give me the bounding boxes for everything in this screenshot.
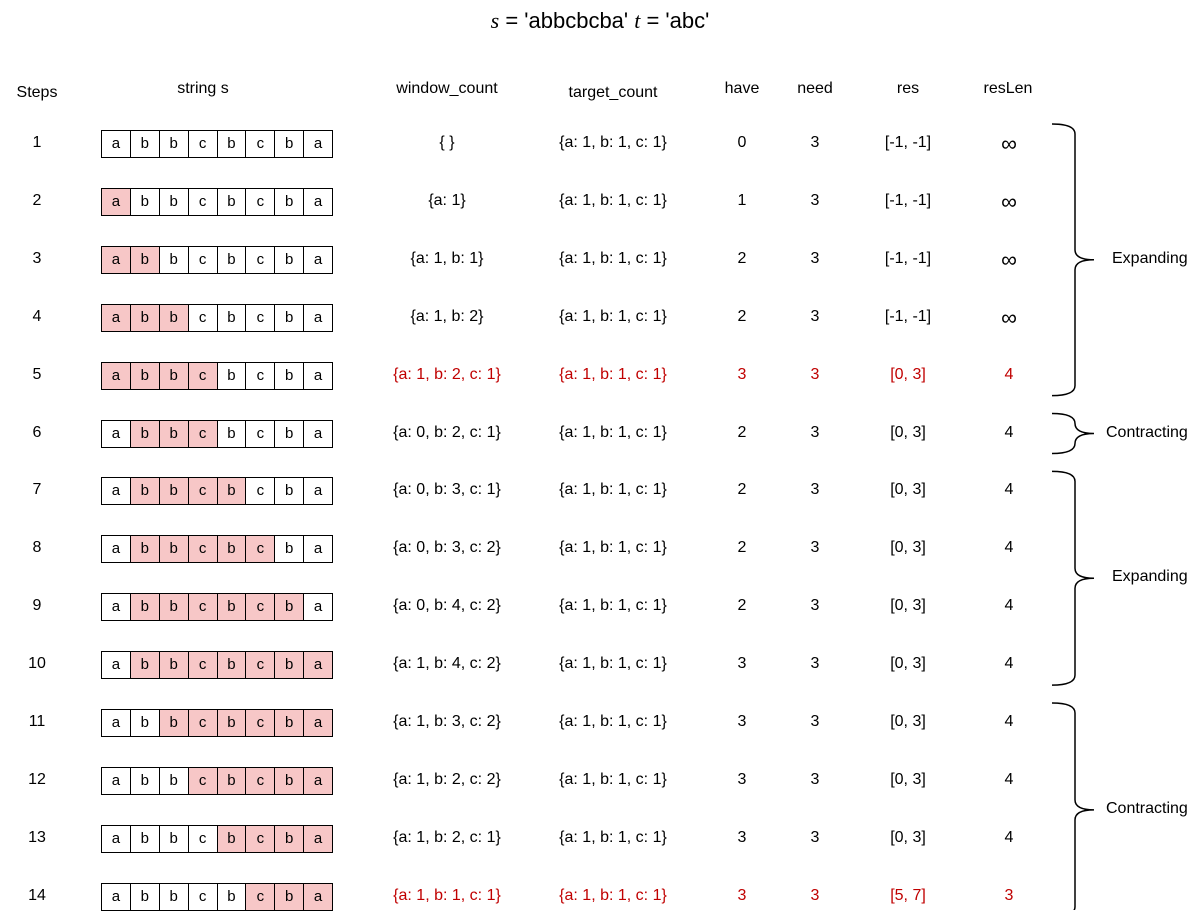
char-cell: b <box>217 420 247 448</box>
char-cell-in-window: b <box>274 709 304 737</box>
reslen-value: ∞ <box>1001 131 1017 156</box>
char-cell: a <box>101 767 131 795</box>
title-s-value: = 'abbcbcba' <box>499 8 635 33</box>
res-value: [-1, -1] <box>884 134 932 151</box>
char-cell: b <box>217 362 247 390</box>
target-count-value: {a: 1, b: 1, c: 1} <box>559 539 667 557</box>
need-value: 3 <box>810 249 820 267</box>
have-value: 3 <box>737 770 747 788</box>
have-value: 2 <box>737 423 747 441</box>
res-value: [0, 3] <box>890 828 926 846</box>
need-value: 3 <box>810 134 820 151</box>
char-cell: b <box>130 883 160 911</box>
step-number: 12 <box>28 770 46 788</box>
char-cell: b <box>274 362 304 390</box>
res-value: [0, 3] <box>890 713 926 730</box>
need-value: 3 <box>810 597 820 615</box>
window-count-value: {a: 1, b: 2, c: 1} <box>393 365 501 383</box>
char-cell-in-window: b <box>130 246 160 274</box>
char-cell: b <box>274 246 304 274</box>
char-cell-in-window: a <box>303 883 333 911</box>
window-count-value: {a: 1, b: 3, c: 2} <box>393 713 501 730</box>
step-number: 10 <box>28 655 46 673</box>
window-count-value: {a: 0, b: 3, c: 2} <box>393 539 501 557</box>
char-cell: b <box>274 188 304 216</box>
res-value: [0, 3] <box>890 655 926 673</box>
char-cell: c <box>245 477 275 505</box>
char-cell-in-window: b <box>217 535 247 563</box>
phase-label: Expanding <box>1112 568 1188 586</box>
char-cell-in-window: b <box>159 420 189 448</box>
header-need: need <box>797 80 833 97</box>
have-value: 3 <box>737 655 747 673</box>
char-cell: b <box>159 188 189 216</box>
window-count-value: {a: 1, b: 2} <box>410 307 484 325</box>
phase-label: Expanding <box>1112 249 1188 267</box>
need-value: 3 <box>810 365 820 383</box>
char-cell: b <box>159 246 189 274</box>
char-cell: b <box>159 767 189 795</box>
char-cell-in-window: b <box>217 709 247 737</box>
char-cell: c <box>188 188 218 216</box>
char-cell: a <box>303 188 333 216</box>
char-cell-in-window: a <box>303 767 333 795</box>
step-number: 6 <box>32 423 42 441</box>
char-cell: a <box>101 825 131 853</box>
res-value: [0, 3] <box>890 481 926 499</box>
res-value: [0, 3] <box>890 423 926 441</box>
step-number: 2 <box>32 191 42 209</box>
char-cell: a <box>101 130 131 158</box>
char-cell: a <box>101 709 131 737</box>
char-cell-in-window: b <box>130 535 160 563</box>
header-window-count: window_count <box>396 80 498 97</box>
char-cell-in-window: b <box>217 825 247 853</box>
res-value: [5, 7] <box>890 886 926 904</box>
reslen-value: 4 <box>1004 770 1014 788</box>
target-count-value: {a: 1, b: 1, c: 1} <box>559 828 667 846</box>
target-count-value: {a: 1, b: 1, c: 1} <box>559 249 667 267</box>
phase-label: Contracting <box>1106 799 1188 817</box>
char-cell: b <box>130 825 160 853</box>
char-cell: a <box>303 362 333 390</box>
char-cell: b <box>130 130 160 158</box>
have-value: 2 <box>737 249 747 267</box>
need-value: 3 <box>810 655 820 673</box>
res-value: [0, 3] <box>890 597 926 615</box>
char-cell-in-window: b <box>159 477 189 505</box>
char-cell: c <box>245 246 275 274</box>
char-cell: a <box>101 420 131 448</box>
target-count-value: {a: 1, b: 1, c: 1} <box>559 770 667 788</box>
need-value: 3 <box>810 423 820 441</box>
step-number: 1 <box>32 134 42 151</box>
char-cell: b <box>217 883 247 911</box>
have-value: 2 <box>737 307 747 325</box>
char-cell: b <box>274 130 304 158</box>
char-cell: b <box>217 246 247 274</box>
char-cell-in-window: a <box>303 709 333 737</box>
char-cell: b <box>217 188 247 216</box>
window-count-value: {a: 0, b: 2, c: 1} <box>393 423 501 441</box>
window-count-value: {a: 1} <box>428 191 466 209</box>
char-cell-in-window: c <box>245 651 275 679</box>
char-cell-in-window: b <box>217 651 247 679</box>
char-cell-in-window: b <box>217 593 247 621</box>
char-cell: b <box>274 420 304 448</box>
char-cell-in-window: c <box>188 593 218 621</box>
window-count-value: {a: 1, b: 1} <box>410 249 484 267</box>
have-value: 2 <box>737 481 747 499</box>
char-cell-in-window: b <box>274 767 304 795</box>
title-t-value: = 'abc' <box>640 8 710 33</box>
phase-brace <box>1052 703 1094 910</box>
char-cell: b <box>274 304 304 332</box>
header-reslen: resLen <box>983 80 1033 97</box>
char-cell: a <box>101 477 131 505</box>
target-count-value: {a: 1, b: 1, c: 1} <box>559 655 667 673</box>
char-cell-in-window: c <box>188 362 218 390</box>
have-value: 3 <box>737 886 747 904</box>
char-cell: c <box>188 825 218 853</box>
reslen-value: 4 <box>1004 539 1014 557</box>
phase-brace <box>1052 471 1094 685</box>
target-count-value: {a: 1, b: 1, c: 1} <box>559 713 667 730</box>
char-cell: a <box>303 130 333 158</box>
char-cell-in-window: b <box>159 362 189 390</box>
char-cell: b <box>159 130 189 158</box>
char-cell-in-window: c <box>245 709 275 737</box>
char-cell-in-window: b <box>274 883 304 911</box>
reslen-value: 4 <box>1004 828 1014 846</box>
char-cell-in-window: c <box>188 420 218 448</box>
char-cell-in-window: a <box>303 825 333 853</box>
char-cell-in-window: b <box>274 651 304 679</box>
target-count-value: {a: 1, b: 1, c: 1} <box>559 307 667 325</box>
char-cell: b <box>217 304 247 332</box>
char-cell: a <box>303 593 333 621</box>
char-cell-in-window: b <box>217 477 247 505</box>
char-cell-in-window: b <box>130 420 160 448</box>
reslen-value: ∞ <box>1001 304 1017 330</box>
char-cell-in-window: b <box>159 651 189 679</box>
char-cell: b <box>130 709 160 737</box>
char-cell: c <box>245 362 275 390</box>
phase-brace <box>1052 124 1094 396</box>
need-value: 3 <box>810 307 820 325</box>
header-string-s: string s <box>177 80 229 97</box>
step-number: 5 <box>32 365 42 383</box>
char-cell: c <box>245 420 275 448</box>
step-number: 13 <box>28 828 46 846</box>
res-value: [-1, -1] <box>884 249 932 267</box>
title-t-var: t <box>634 8 641 33</box>
reslen-value: 4 <box>1004 713 1014 730</box>
char-cell: b <box>217 130 247 158</box>
char-cell-in-window: c <box>188 535 218 563</box>
target-count-value: {a: 1, b: 1, c: 1} <box>559 481 667 499</box>
char-cell-in-window: a <box>303 651 333 679</box>
need-value: 3 <box>810 886 820 904</box>
char-cell-in-window: a <box>101 188 131 216</box>
target-count-value: {a: 1, b: 1, c: 1} <box>559 134 667 151</box>
window-count-value: {a: 1, b: 2, c: 2} <box>393 770 501 788</box>
reslen-value: 4 <box>1004 423 1014 441</box>
char-cell: b <box>274 535 304 563</box>
char-cell-in-window: b <box>130 362 160 390</box>
char-cell: a <box>303 420 333 448</box>
step-number: 9 <box>32 597 42 615</box>
phase-brace <box>1052 414 1094 454</box>
target-count-value: {a: 1, b: 1, c: 1} <box>559 191 667 209</box>
step-number: 4 <box>32 307 42 325</box>
target-count-value: {a: 1, b: 1, c: 1} <box>559 423 667 441</box>
char-cell: a <box>303 535 333 563</box>
char-cell: c <box>188 130 218 158</box>
char-cell: a <box>101 651 131 679</box>
char-cell: b <box>130 188 160 216</box>
header-have: have <box>724 80 760 97</box>
char-cell: c <box>245 304 275 332</box>
phase-label: Contracting <box>1106 423 1188 441</box>
have-value: 3 <box>737 713 747 730</box>
char-cell: c <box>245 130 275 158</box>
res-value: [0, 3] <box>890 770 926 788</box>
window-count-value: {a: 1, b: 1, c: 1} <box>393 886 501 904</box>
have-value: 0 <box>737 134 747 151</box>
char-cell: b <box>159 883 189 911</box>
step-number: 11 <box>28 713 46 730</box>
reslen-value: ∞ <box>1001 188 1017 214</box>
res-value: [-1, -1] <box>884 307 932 325</box>
char-cell-in-window: c <box>245 593 275 621</box>
char-cell: a <box>101 883 131 911</box>
char-cell-in-window: a <box>101 304 131 332</box>
char-cell-in-window: b <box>159 535 189 563</box>
char-cell: b <box>159 825 189 853</box>
reslen-value: 4 <box>1004 597 1014 615</box>
char-cell-in-window: b <box>159 593 189 621</box>
char-cell-in-window: b <box>130 651 160 679</box>
reslen-value: ∞ <box>1001 246 1017 272</box>
char-cell: c <box>245 188 275 216</box>
step-number: 7 <box>32 481 42 499</box>
header-steps: Steps <box>16 84 58 101</box>
reslen-value: 4 <box>1004 365 1014 383</box>
char-cell-in-window: a <box>101 246 131 274</box>
step-number: 8 <box>32 539 42 557</box>
target-count-value: {a: 1, b: 1, c: 1} <box>559 597 667 615</box>
target-count-value: {a: 1, b: 1, c: 1} <box>559 365 667 383</box>
res-value: [0, 3] <box>890 365 926 383</box>
char-cell-in-window: c <box>245 825 275 853</box>
char-cell: a <box>101 593 131 621</box>
char-cell-in-window: b <box>130 304 160 332</box>
char-cell: b <box>130 767 160 795</box>
window-count-value: {a: 1, b: 2, c: 1} <box>393 828 501 846</box>
step-number: 14 <box>28 886 46 904</box>
char-cell-in-window: b <box>159 304 189 332</box>
step-number: 3 <box>32 249 42 267</box>
char-cell: b <box>274 477 304 505</box>
char-cell: c <box>188 883 218 911</box>
need-value: 3 <box>810 828 820 846</box>
char-cell-in-window: b <box>159 709 189 737</box>
char-cell-in-window: c <box>245 535 275 563</box>
char-cell-in-window: b <box>130 593 160 621</box>
char-cell-in-window: c <box>245 883 275 911</box>
char-cell-in-window: c <box>188 709 218 737</box>
char-cell: a <box>303 304 333 332</box>
char-cell-in-window: b <box>274 825 304 853</box>
have-value: 2 <box>737 539 747 557</box>
char-cell: a <box>101 535 131 563</box>
char-cell-in-window: a <box>101 362 131 390</box>
char-cell-in-window: c <box>188 767 218 795</box>
char-cell-in-window: b <box>130 477 160 505</box>
need-value: 3 <box>810 191 820 209</box>
have-value: 3 <box>737 828 747 846</box>
char-cell-in-window: c <box>188 651 218 679</box>
char-cell-in-window: b <box>274 593 304 621</box>
char-cell: a <box>303 477 333 505</box>
res-value: [-1, -1] <box>884 191 932 209</box>
char-cell-in-window: c <box>245 767 275 795</box>
char-cell: c <box>188 246 218 274</box>
have-value: 2 <box>737 597 747 615</box>
window-count-value: {a: 1, b: 4, c: 2} <box>393 655 501 673</box>
char-cell: c <box>188 304 218 332</box>
header-res: res <box>896 80 920 97</box>
have-value: 1 <box>737 191 747 209</box>
have-value: 3 <box>737 365 747 383</box>
need-value: 3 <box>810 539 820 557</box>
reslen-value: 4 <box>1004 655 1014 673</box>
window-count-value: { } <box>439 134 455 151</box>
window-count-value: {a: 0, b: 3, c: 1} <box>393 481 501 499</box>
char-cell-in-window: c <box>188 477 218 505</box>
title-s-var: s <box>490 8 500 33</box>
need-value: 3 <box>810 770 820 788</box>
target-count-value: {a: 1, b: 1, c: 1} <box>559 886 667 904</box>
reslen-value: 3 <box>1004 886 1014 904</box>
char-cell-in-window: b <box>217 767 247 795</box>
reslen-value: 4 <box>1004 481 1014 499</box>
need-value: 3 <box>810 481 820 499</box>
window-count-value: {a: 0, b: 4, c: 2} <box>393 597 501 615</box>
char-cell: a <box>303 246 333 274</box>
res-value: [0, 3] <box>890 539 926 557</box>
header-target-count: target_count <box>568 84 658 101</box>
need-value: 3 <box>810 713 820 730</box>
